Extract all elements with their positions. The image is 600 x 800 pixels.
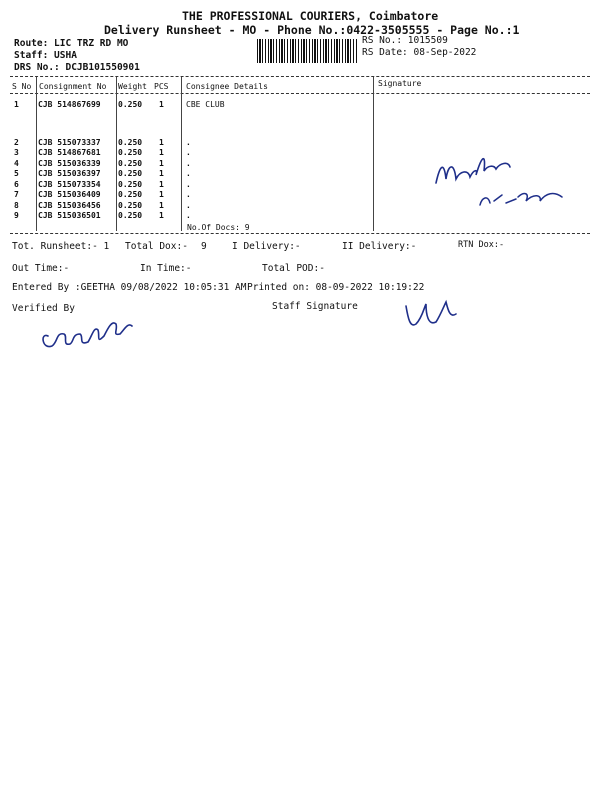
row-pcs: 1 <box>159 100 164 109</box>
row-consignment: CJB 515036409 <box>38 190 101 199</box>
row-consignment: CJB 515036397 <box>38 169 101 178</box>
col-consignee-details: Consignee Details <box>186 82 268 91</box>
staff-signature-label: Staff Signature <box>272 301 358 312</box>
col-sno: S No <box>12 82 32 91</box>
handwritten-phone-text <box>480 190 486 191</box>
rs-number: RS No.: 1015509 <box>362 35 448 46</box>
drs-number: DRS No.: DCJB101550901 <box>14 62 140 73</box>
row-sno: 7 <box>14 190 19 199</box>
col-weight: Weight <box>118 82 147 91</box>
printed-on: Printed on: 08-09-2022 10:19:22 <box>247 282 425 293</box>
col-pcs: PCS <box>154 82 169 91</box>
row-details: . <box>186 138 191 147</box>
row-sno: 9 <box>14 211 19 220</box>
row-sno: 6 <box>14 180 19 189</box>
row-consignment: CJB 515036501 <box>38 211 101 220</box>
verified-by: Verified By <box>12 303 75 314</box>
out-time: Out Time:- <box>12 263 70 274</box>
row-weight: 0.250 <box>118 148 143 157</box>
route-label: Route: LIC TRZ RD MO <box>14 38 129 49</box>
staff-signature <box>400 296 460 336</box>
row-weight: 0.250 <box>118 211 143 220</box>
no-of-docs: No.Of Docs: 9 <box>187 223 250 232</box>
table-top-rule <box>10 76 590 77</box>
row-consignment: CJB 515036339 <box>38 159 101 168</box>
i-delivery: I Delivery:- <box>232 241 301 252</box>
row-pcs: 1 <box>159 138 164 147</box>
rtn-dox: RTN Dox:- <box>458 240 505 250</box>
row-sno: 5 <box>14 169 19 178</box>
row-details: . <box>186 169 191 178</box>
col-sep-3 <box>181 77 182 231</box>
table-header-rule <box>10 93 590 94</box>
row-consignment: CJB 515036456 <box>38 201 101 210</box>
entered-by: Entered By :GEETHA 09/08/2022 10:05:31 AM <box>12 282 247 293</box>
col-sep-2 <box>116 77 117 231</box>
row-sno: 3 <box>14 148 19 157</box>
row-sno: 8 <box>14 201 19 210</box>
row-details: . <box>186 159 191 168</box>
row-weight: 0.250 <box>118 100 143 109</box>
row-details: . <box>186 180 191 189</box>
row-weight: 0.250 <box>118 138 143 147</box>
col-signature: Signature <box>378 79 422 88</box>
tot-runsheet: Tot. Runsheet:- 1 <box>12 241 110 252</box>
row-pcs: 1 <box>159 211 164 220</box>
total-dox-label: Total Dox:- <box>125 241 188 252</box>
rs-date: RS Date: 08-Sep-2022 <box>362 47 477 58</box>
runsheet-title: Delivery Runsheet - MO - Phone No.:0422-3505555 - Page No.:1 <box>104 23 520 37</box>
staff-label: Staff: USHA <box>14 50 77 61</box>
col-consignment: Consignment No <box>39 82 107 91</box>
row-pcs: 1 <box>159 190 164 199</box>
in-time: In Time:- <box>140 263 192 274</box>
row-sno: 2 <box>14 138 19 147</box>
verifier-signature <box>38 306 138 356</box>
row-consignment: CJB 514867699 <box>38 100 101 109</box>
row-consignment: CJB 515073337 <box>38 138 101 147</box>
company-title: THE PROFESSIONAL COURIERS, Coimbatore <box>182 9 439 23</box>
row-consignment: CJB 514867681 <box>38 148 101 157</box>
handwritten-name-signature <box>430 135 580 215</box>
total-dox-value: 9 <box>201 241 207 252</box>
row-pcs: 1 <box>159 148 164 157</box>
barcode <box>257 39 357 63</box>
row-weight: 0.250 <box>118 180 143 189</box>
row-pcs: 1 <box>159 201 164 210</box>
col-sep-1 <box>36 77 37 231</box>
row-weight: 0.250 <box>118 169 143 178</box>
row-details: . <box>186 201 191 210</box>
row-weight: 0.250 <box>118 159 143 168</box>
row-details: CBE CLUB <box>186 100 225 109</box>
row-pcs: 1 <box>159 169 164 178</box>
total-pod: Total POD:- <box>262 263 325 274</box>
handwritten-name-text <box>440 150 443 151</box>
row-pcs: 1 <box>159 180 164 189</box>
row-details: . <box>186 190 191 199</box>
row-details: . <box>186 211 191 220</box>
row-details: . <box>186 148 191 157</box>
row-sno: 1 <box>14 100 19 109</box>
row-pcs: 1 <box>159 159 164 168</box>
ii-delivery: II Delivery:- <box>342 241 417 252</box>
row-weight: 0.250 <box>118 201 143 210</box>
table-bottom-rule <box>10 233 590 234</box>
row-sno: 4 <box>14 159 19 168</box>
row-weight: 0.250 <box>118 190 143 199</box>
col-sep-4 <box>373 77 374 231</box>
row-consignment: CJB 515073354 <box>38 180 101 189</box>
